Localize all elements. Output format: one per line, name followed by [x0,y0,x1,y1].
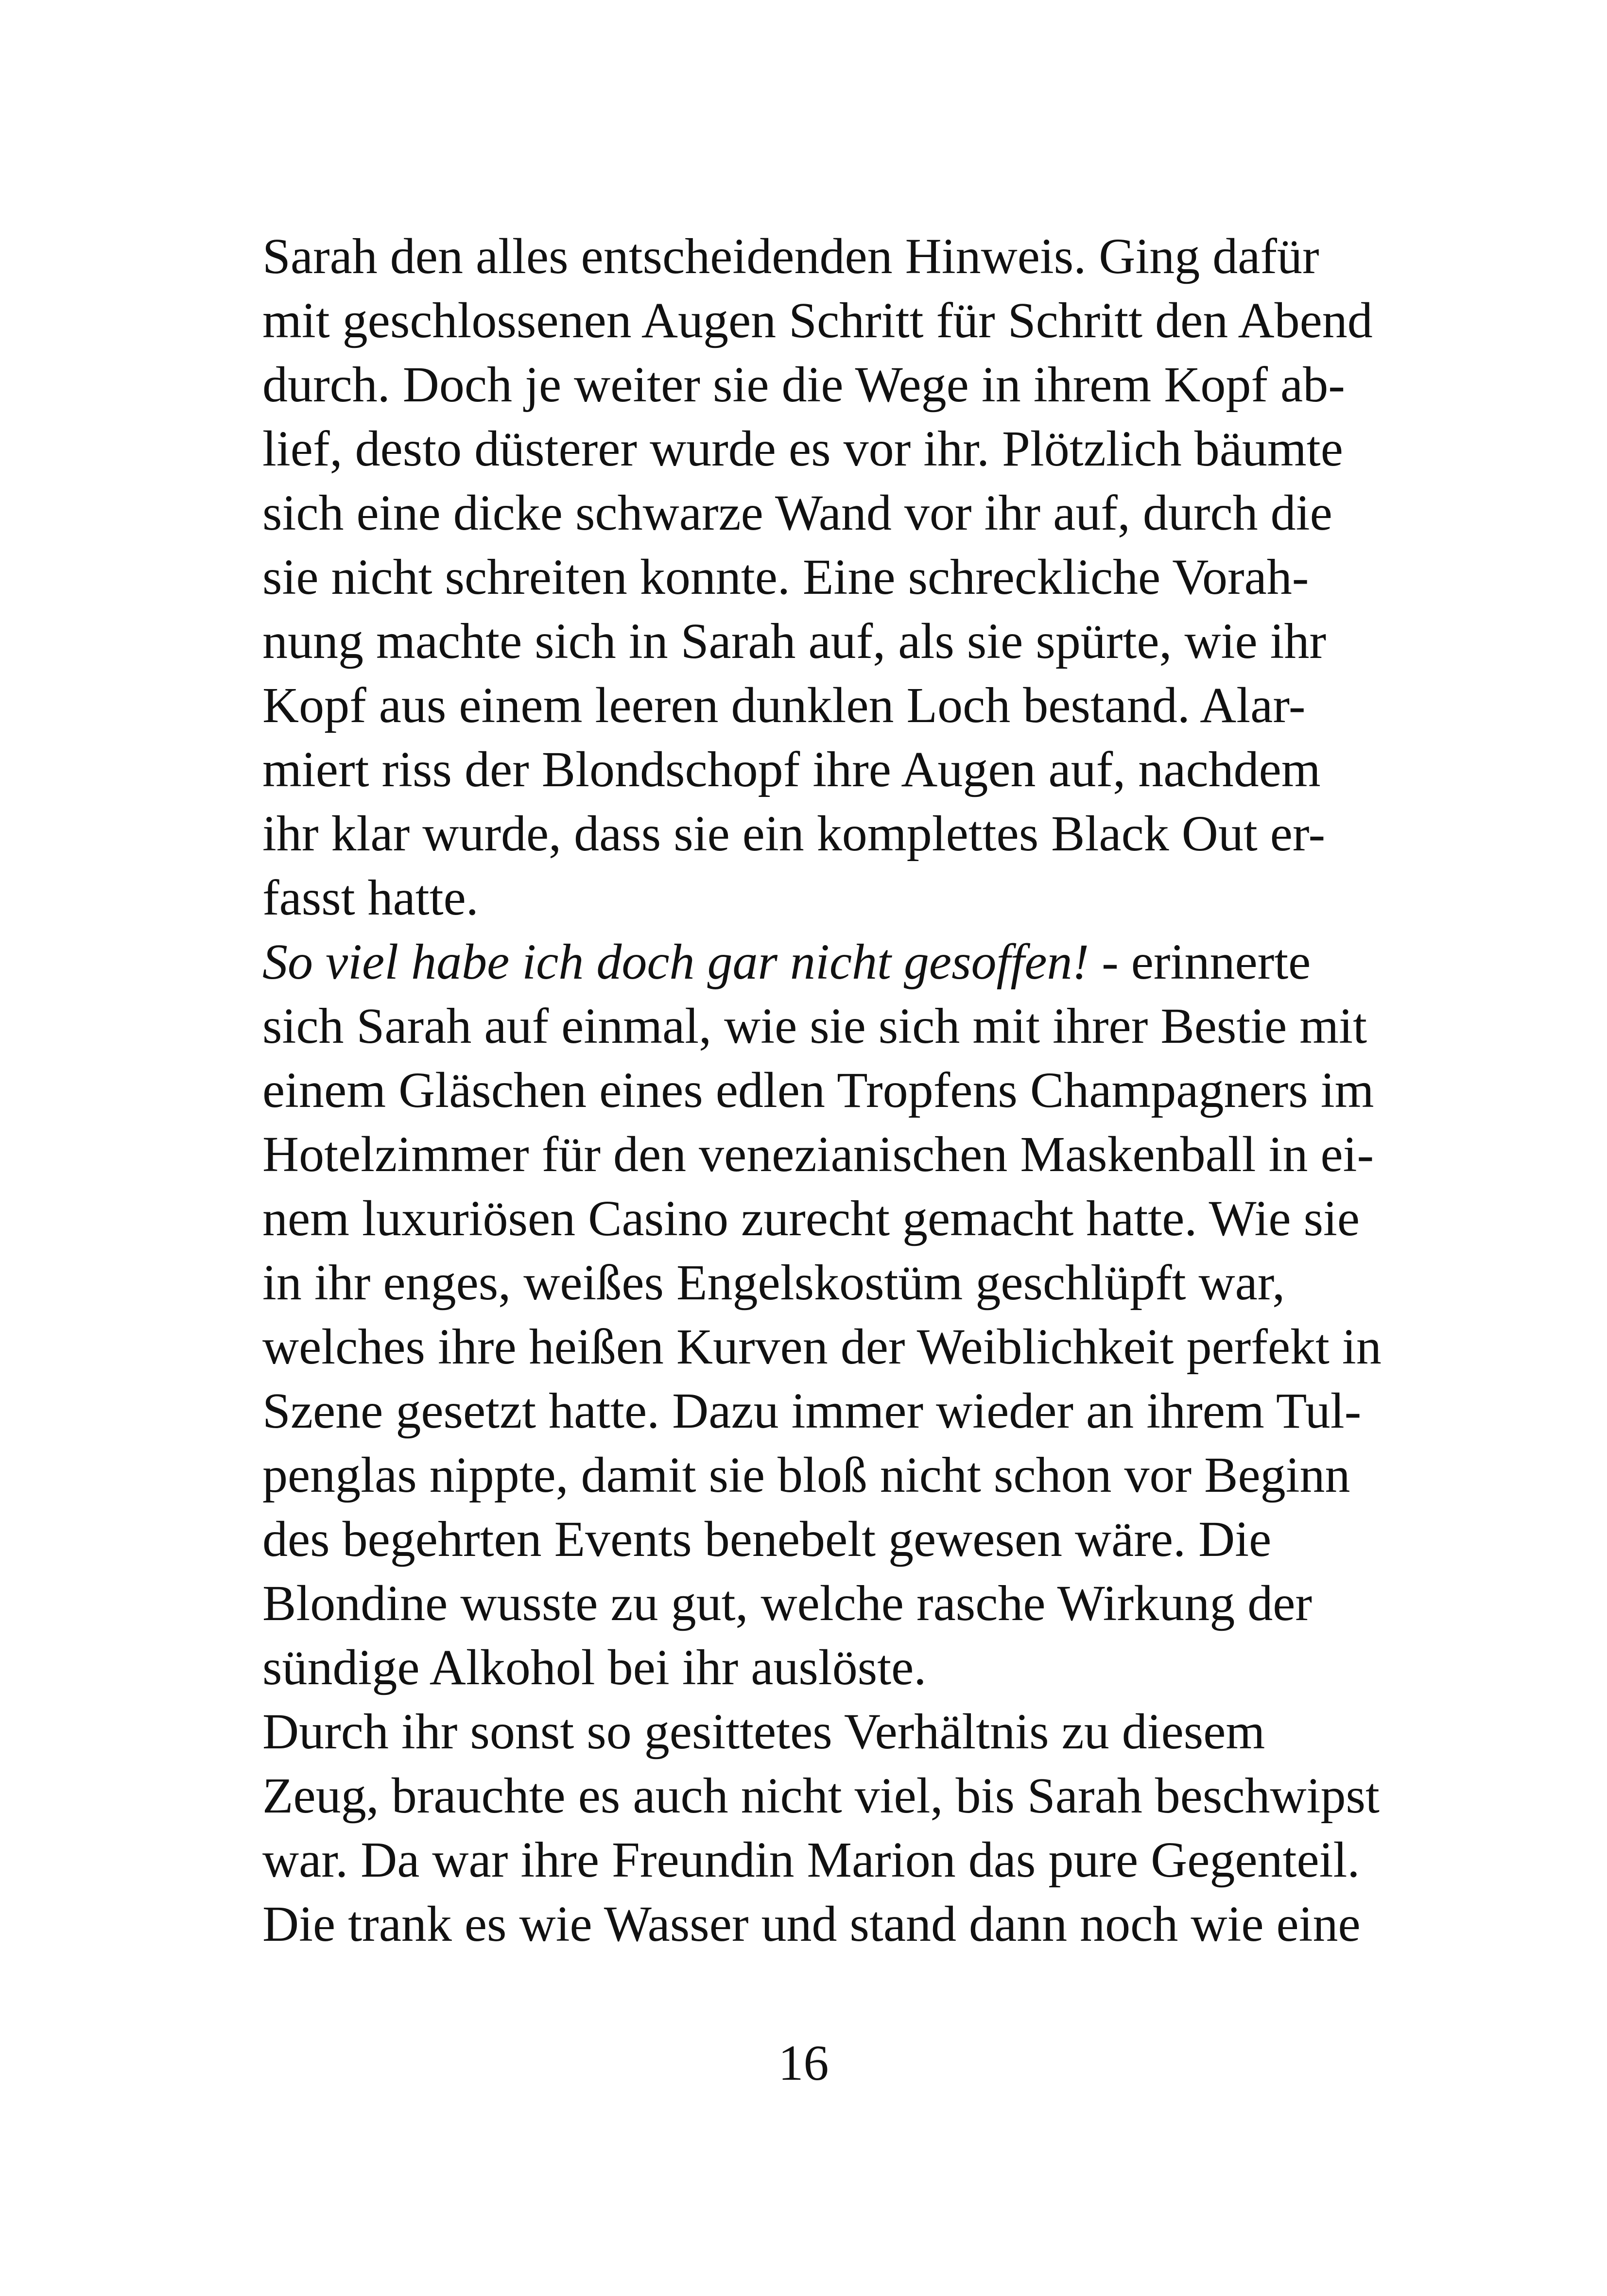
text-line: Blondine wusste zu gut, welche rasche Wirkung der [262,1575,1312,1631]
text-line: sündige Alkohol bei ihr auslöste. [262,1640,927,1695]
text-line: fasst hatte. [262,870,479,926]
text-line: war. Da war ihre Freundin Marion das pure Gegenteil. [262,1832,1360,1888]
text-line: des begehrten Events benebelt gewesen wäre. Die [262,1511,1272,1567]
italic-thought: So viel habe ich doch gar nicht gesoffen! [262,934,1089,990]
text-line: sich eine dicke schwarze Wand vor ihr auf, durch die [262,485,1332,541]
text-line: einem Gläschen eines edlen Tropfens Champagners im [262,1062,1374,1118]
text-line: durch. Doch je weiter sie die Wege in ihrem Kopf ab- [262,357,1345,413]
text-line: nung machte sich in Sarah auf, als sie spürte, wie ihr [262,613,1327,669]
text-line: mit geschlossenen Augen Schritt für Schritt den Abend [262,293,1373,348]
text-line: Die trank es wie Wasser und stand dann noch wie eine [262,1896,1361,1952]
text-line: Sarah den alles entscheidenden Hinweis. Ging dafür [262,228,1319,284]
text-line [262,930,1351,994]
body-text [262,224,1382,1956]
text-line: Zeug, brauchte es auch nicht viel, bis Sarah beschwipst [262,1768,1380,1824]
text-line: miert riss der Blondschopf ihre Augen auf, nachdem [262,742,1321,797]
page-number: 16 [778,2035,829,2091]
text-line: ihr klar wurde, dass sie ein komplettes Black Out er- [262,806,1326,862]
text-line: Hotelzimmer für den venezianischen Maskenball in ei- [262,1126,1374,1182]
text-line: sie nicht schreiten konnte. Eine schreckliche Vorah- [262,549,1309,605]
text-line: sich Sarah auf einmal, wie sie sich mit ihrer Bestie mit [262,998,1367,1054]
text-line: Durch ihr sonst so gesittetes Verhältnis zu diesem [262,1704,1265,1760]
text-line: in ihr enges, weißes Engelskostüm geschlüpft war, [262,1255,1285,1311]
line-continuation: - erinnerte [1089,934,1311,990]
text-line: lief, desto düsterer wurde es vor ihr. Plötzlich bäumte [262,421,1343,477]
text-line: penglas nippte, damit sie bloß nicht schon vor Beginn [262,1447,1350,1503]
text-line: Kopf aus einem leeren dunklen Loch bestand. Alar- [262,677,1306,733]
text-line: Szene gesetzt hatte. Dazu immer wieder an ihrem Tul- [262,1383,1362,1439]
text-line: nem luxuriösen Casino zurecht gemacht hatte. Wie sie [262,1191,1360,1246]
text-line: welches ihre heißen Kurven der Weiblichkeit perfekt in [262,1319,1382,1375]
